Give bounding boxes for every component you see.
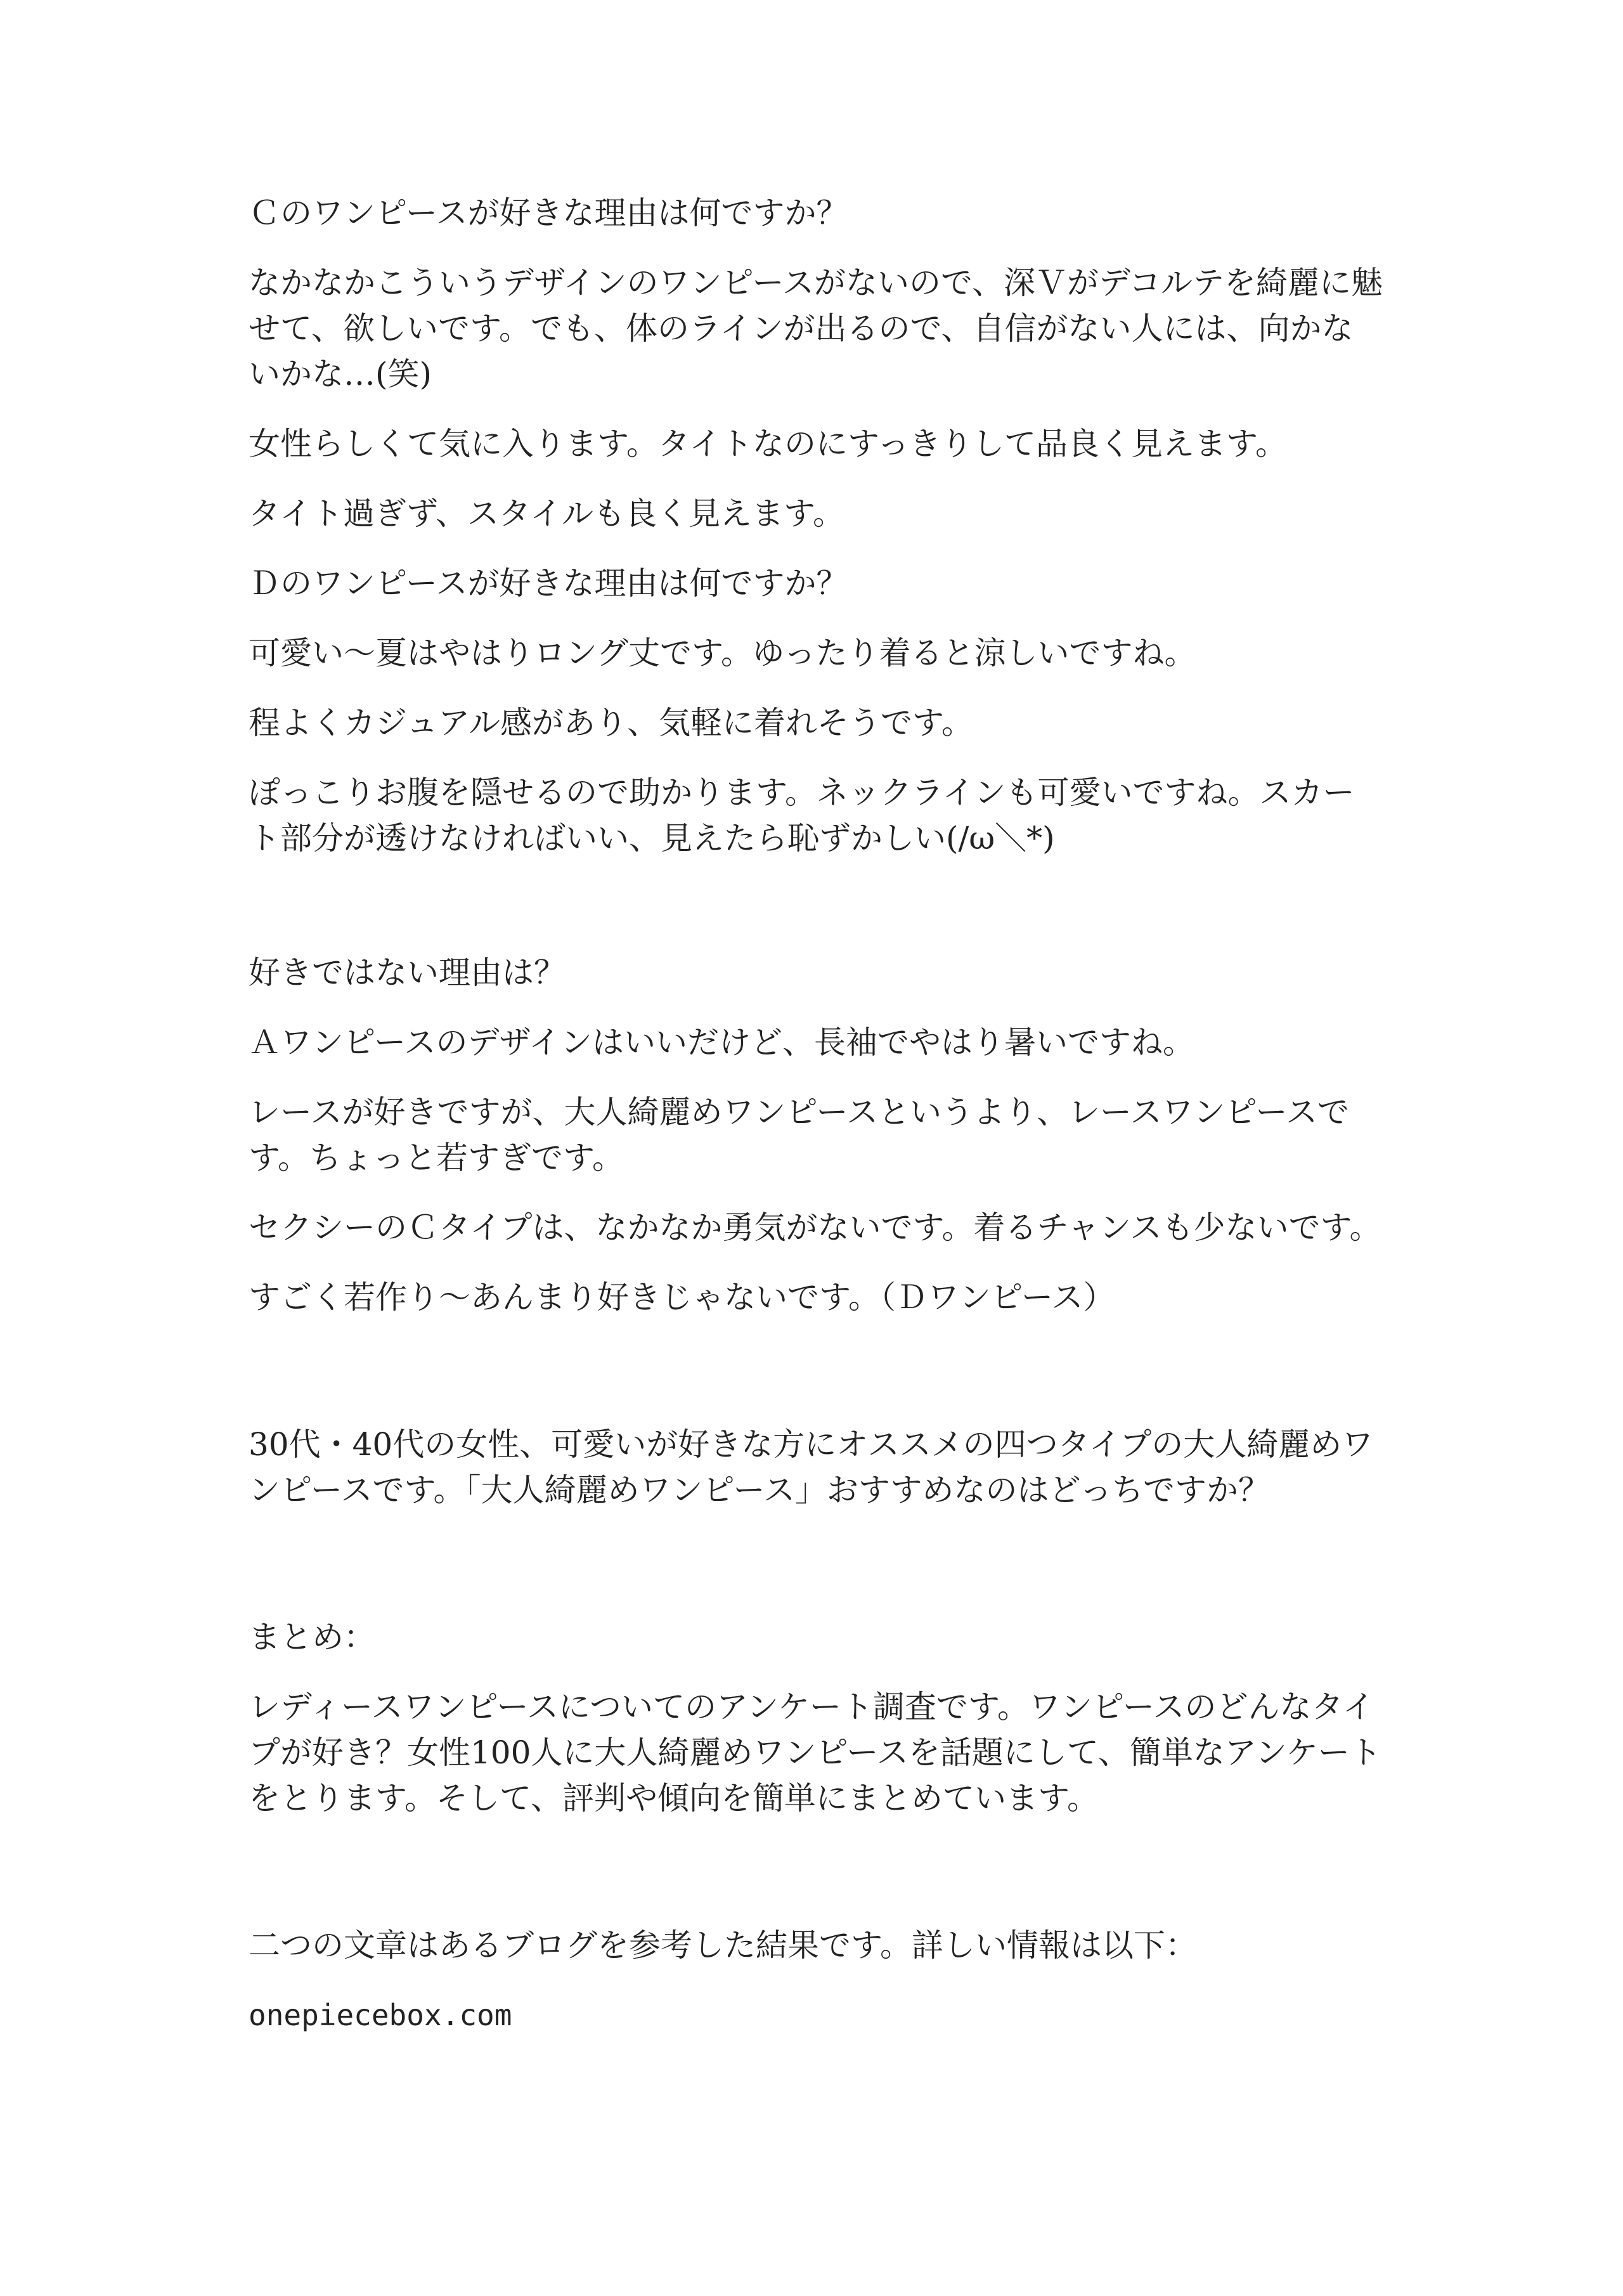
summary-heading: まとめ：: [249, 1619, 375, 1656]
answer-d-3: ぽっこりお腹を隠せるので助かります。ネックラインも可愛いですね。スカート部分が透けなければいい、見えたら恥ずかしい(/ω＼*): [249, 774, 1355, 857]
dislike-1: Ａワンピースのデザインはいいだけど、長袖でやはり暑いですね。: [249, 1024, 1194, 1061]
answer-d-2: 程よくカジュアル感があり、気軽に着れそうです。: [249, 704, 973, 741]
answer-c-1: なかなかこういうデザインのワンピースがないので、深Ｖがデコルテを綺麗に魅せて、欲しいです。でも、体のラインが出るので、自信がない人には、向かないかな…(笑): [249, 264, 1383, 392]
dislike-heading: 好きではない理由は？: [249, 954, 566, 991]
question-c-heading: Ｃのワンピースが好きな理由は何ですか？: [249, 195, 848, 231]
dislike-4: すごく若作り～あんまり好きじゃないです。（Ｄワンピース）: [249, 1279, 1115, 1316]
answer-c-2: 女性らしくて気に入ります。タイトなのにすっきりして品良く見えます。: [249, 425, 1287, 462]
answer-c-3: タイト過ぎず、スタイルも良く見えます。: [249, 495, 844, 532]
question-d-heading: Ｄのワンピースが好きな理由は何ですか？: [249, 565, 848, 602]
recommendation-paragraph: 30代・40代の女性、可愛いが好きな方にオススメの四つタイプの大人綺麗めワンピースです。「大人綺麗めワンピース」おすすめなのはどっちですか？: [249, 1426, 1374, 1508]
dislike-2: レースが好きですが、大人綺麗めワンピースというより、レースワンピースです。ちょっと若すぎです。: [249, 1094, 1349, 1176]
answer-d-1: 可愛い～夏はやはりロング丈です。ゆったり着ると涼しいですね。: [249, 635, 1196, 671]
reference-url: onepiecebox.com: [249, 1998, 512, 2032]
dislike-3: セクシーのＣタイプは、なかなか勇気がないです。着るチャンスも少ないです。: [249, 1209, 1381, 1246]
summary-paragraph: レディースワンピースについてのアンケート調査です。ワンピースのどんなタイプが好き？女性100人に大人綺麗めワンピースを話題にして、簡単なアンケートをとります。そして、評判や傾向を簡単にまとめています。: [249, 1689, 1381, 1817]
document-body: [249, 190, 1383, 2062]
reference-note: 二つの文章はあるブログを参考した結果です。詳しい情報は以下：: [249, 1927, 1197, 1964]
